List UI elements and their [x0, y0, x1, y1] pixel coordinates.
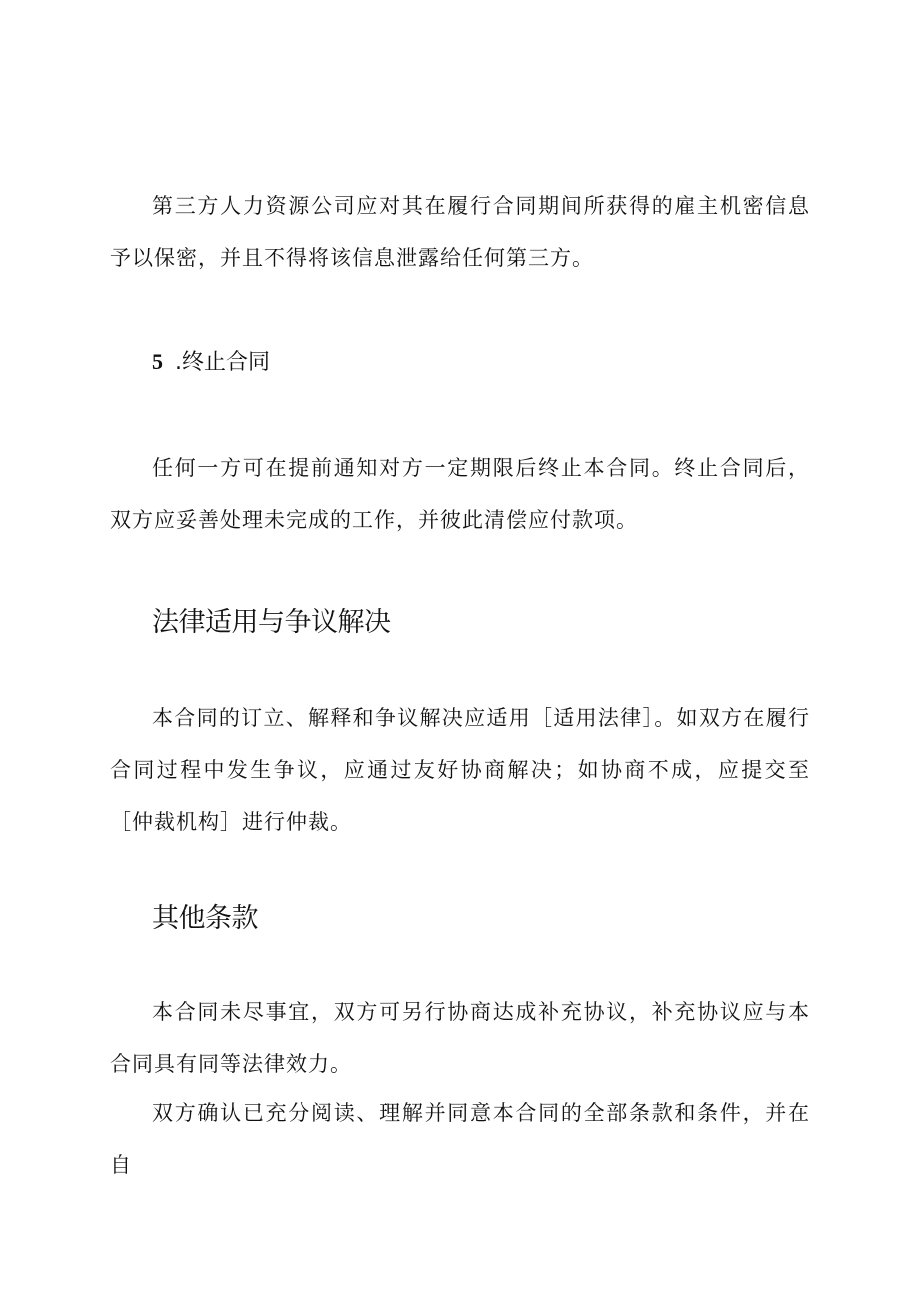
other-terms-paragraph-2: 双方确认已充分阅读、理解并同意本合同的全部条款和条件，并在自 — [110, 1101, 810, 1177]
law-heading: 法律适用与争议解决 — [152, 607, 391, 638]
other-terms-paragraph-1: 本合同未尽事宜，双方可另行协商达成补充协议，补充协议应与本合同具有同等法律效力。 — [110, 1000, 810, 1076]
confidentiality-paragraph: 第三方人力资源公司应对其在履行合同期间所获得的雇主机密信息予以保密，并且不得将该信息泄露给任何第三方。 — [110, 194, 810, 270]
law-paragraph: 本合同的订立、解释和争议解决应适用［适用法律］。如双方在履行合同过程中发生争议，应通过友好协商解决；如协商不成，应提交至［仲裁机构］进行仲裁。 — [110, 706, 810, 834]
other-terms-heading: 其他条款 — [152, 903, 258, 934]
termination-heading-number: 5 — [152, 349, 163, 374]
termination-heading-title: .终止合同 — [175, 350, 270, 375]
termination-heading — [152, 347, 270, 378]
termination-paragraph: 任何一方可在提前通知对方一定期限后终止本合同。终止合同后，双方应妥善处理未完成的工作，并彼此清偿应付款项。 — [110, 456, 810, 532]
